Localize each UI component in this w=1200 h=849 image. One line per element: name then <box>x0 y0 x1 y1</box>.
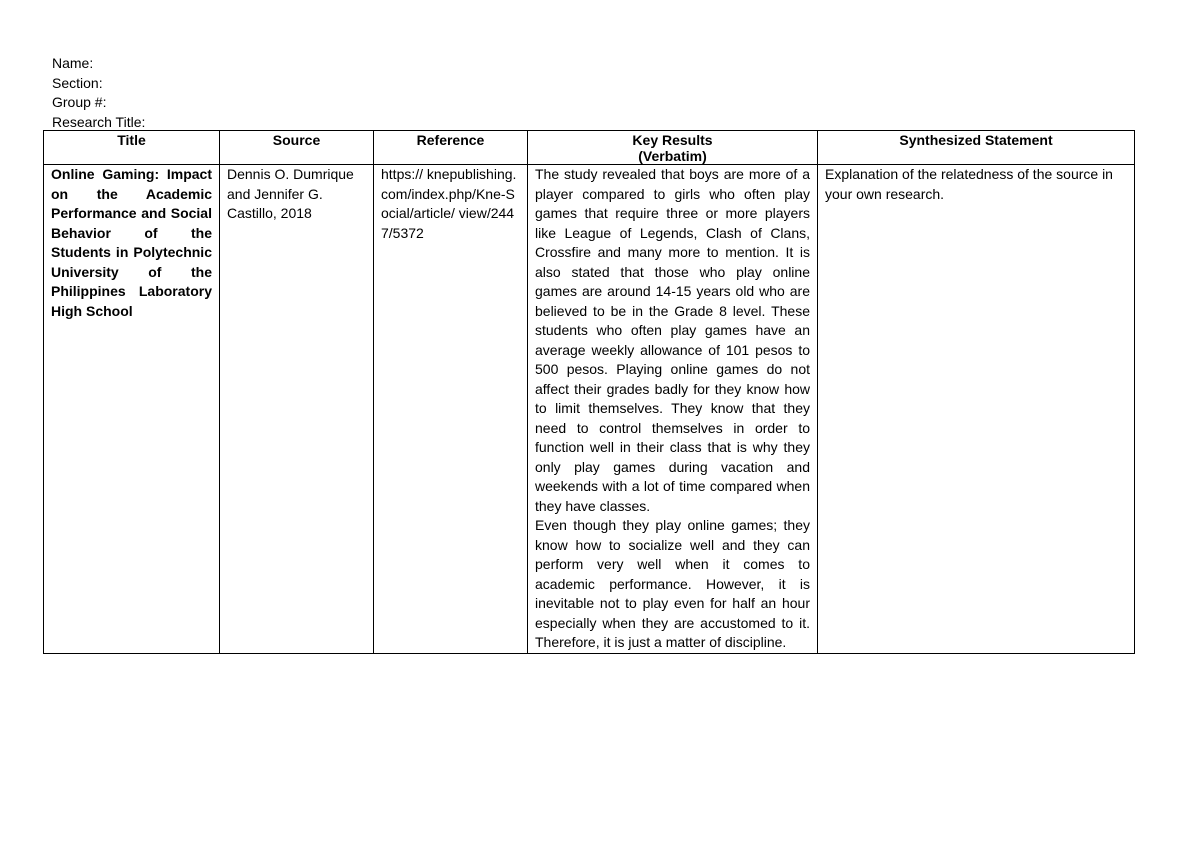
cell-source: Dennis O. Dumrique and Jennifer G. Castillo, 2018 <box>220 165 374 654</box>
verbatim-label: (Verbatim) <box>638 148 707 164</box>
group-label: Group #: <box>52 94 107 110</box>
table-header-row <box>44 131 1135 165</box>
column-header-synthesized: Synthesized Statement <box>818 131 1135 165</box>
column-header-key-results <box>528 131 818 165</box>
table-row <box>44 165 1135 654</box>
cell-title: Online Gaming: Impact on the Academic Performance and Social Behavior of the Students in Polytechnic University of the Philippines Laboratory High School <box>44 165 220 654</box>
section-label: Section: <box>52 74 103 91</box>
research-matrix-table <box>43 130 1135 654</box>
column-header-title: Title <box>44 131 220 165</box>
key-results-paragraph-2: Even though they play online games; they know how to socialize well and they can perform very well when it comes to academic performance. However, it is inevitable not to play even for half an hour especially when they are accustomed to it. Therefore, it is just a matter of discipline. <box>535 517 810 650</box>
column-header-source: Source <box>220 131 374 165</box>
column-header-reference: Reference <box>374 131 528 165</box>
cell-synthesized: Explanation of the relatedness of the source in your own research. <box>818 165 1135 654</box>
key-results-label: Key Results <box>632 132 713 148</box>
cell-key-results <box>528 165 818 654</box>
name-label: Name: <box>52 55 94 71</box>
research-title-label: Research Title: <box>52 113 146 130</box>
key-results-paragraph-1: The study revealed that boys are more of a player compared to girls who often play games that require three or more players like League of Legends, Clash of Clans, Crossfire and many more to mention. It is also stated that those who play online games are around 14-15 years old who are believed to be in the Grade 8 level. These students who often play games have an average weekly allowance of 101 pesos to 500 pesos. Playing online games do not affect their grades badly for they know how to limit themselves. They know that they need to control themselves in order to function well in their class that is why they only play games during vacation and weekends with a lot of time compared when they have classes. <box>535 166 810 514</box>
header-fields <box>52 54 145 132</box>
cell-reference: https:// knepublishing.com/index.php/Kne-Social/article/ view/2447/5372 <box>374 165 528 654</box>
